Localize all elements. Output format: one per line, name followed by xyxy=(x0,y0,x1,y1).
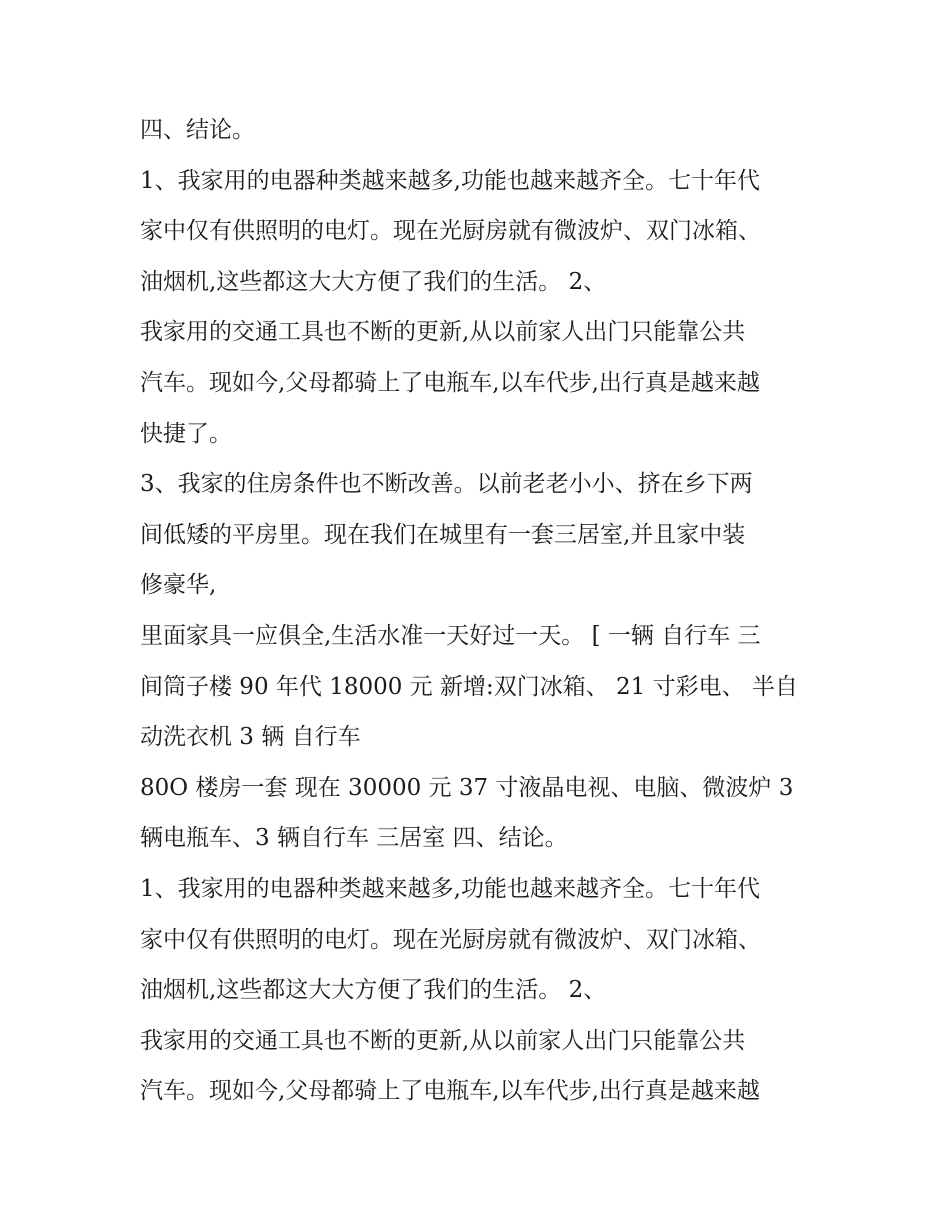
text-line: 汽车。现如今,父母都骑上了电瓶车,以车代步,出行真是越来越 xyxy=(140,1078,760,1105)
text-line: 里面家具一应俱全,生活水准一天好过一天。 [ 一辆 自行车 三 xyxy=(140,622,761,649)
text-line: 快捷了。 xyxy=(140,420,232,447)
text-line: 四、结论。 xyxy=(140,117,255,143)
text-line: 油烟机,这些都这大大方便了我们的生活。 2、 xyxy=(140,977,607,1004)
text-line: 间筒子楼 90 年代 18000 元 新增:双门冰箱、 21 寸彩电、 半自 xyxy=(140,673,798,700)
text-line: 家中仅有供照明的电灯。现在光厨房就有微波炉、双门冰箱、 xyxy=(140,926,761,953)
text-line: 我家用的交通工具也不断的更新,从以前家人出门只能靠公共 xyxy=(140,1027,746,1054)
text-line: 修豪华, xyxy=(140,572,217,599)
text-line: 1、我家用的电器种类越来越多,功能也越来越齐全。七十年代 xyxy=(140,167,760,194)
text-line: 辆电瓶车、3 辆自行车 三居室 四、结论。 xyxy=(140,825,568,852)
text-line: 3、我家的住房条件也不断改善。以前老老小小、挤在乡下两 xyxy=(140,471,753,498)
text-line: 油烟机,这些都这大大方便了我们的生活。 2、 xyxy=(140,268,607,295)
text-line: 80O 楼房一套 现在 30000 元 37 寸液晶电视、电脑、微波炉 3 xyxy=(140,774,794,801)
text-line: 我家用的交通工具也不断的更新,从以前家人出门只能靠公共 xyxy=(140,319,746,346)
text-line: 家中仅有供照明的电灯。现在光厨房就有微波炉、双门冰箱、 xyxy=(140,218,761,245)
text-line: 汽车。现如今,父母都骑上了电瓶车,以车代步,出行真是越来越 xyxy=(140,369,760,396)
text-line: 动洗衣机 3 辆 自行车 xyxy=(140,724,361,751)
document-body xyxy=(140,110,820,1122)
text-line: 间低矮的平房里。现在我们在城里有一套三居室,并且家中装 xyxy=(140,521,746,548)
text-line: 1、我家用的电器种类越来越多,功能也越来越齐全。七十年代 xyxy=(140,875,760,902)
